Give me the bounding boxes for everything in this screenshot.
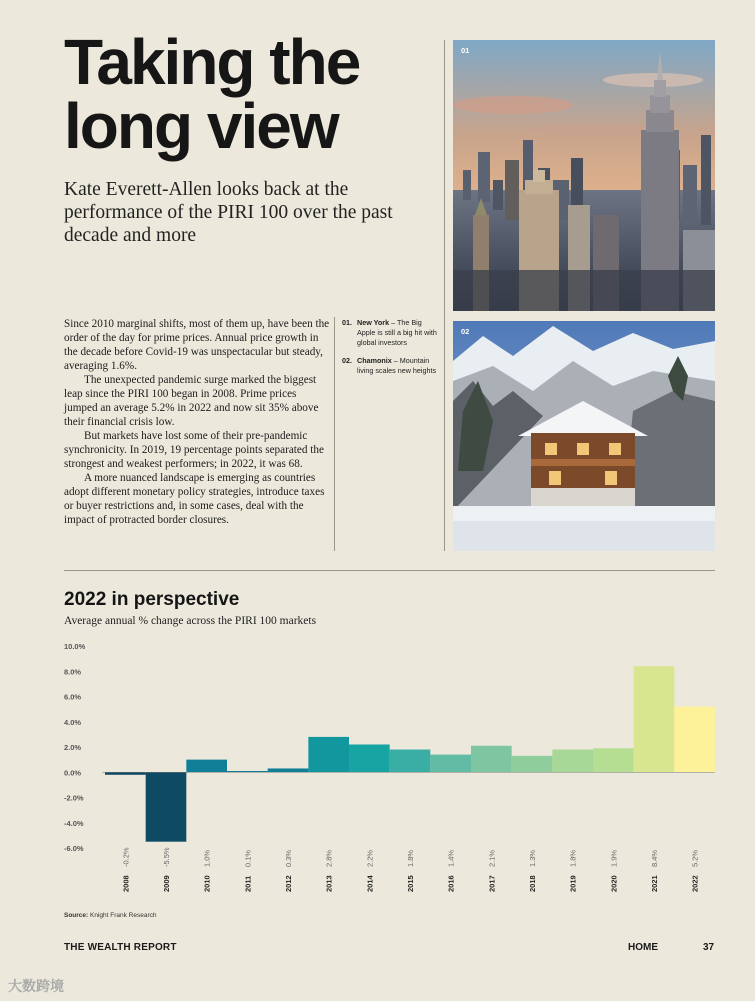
caption-text: – The Big Apple is still a big hit with global investors: [357, 318, 437, 347]
body-paragraph: Since 2010 marginal shifts, most of them up, have been the order of the day for prime prices. Annual price growth in the decade before Covid-19 was unspectacular but steady, averaging 1.6%.: [64, 318, 330, 372]
data-label: 2.2%: [365, 849, 375, 867]
source-text: Knight Frank Research: [88, 912, 157, 919]
bar-2015: [390, 750, 431, 773]
page-number: 37: [703, 942, 715, 953]
bar-2022: [674, 707, 715, 773]
bar-2020: [593, 748, 634, 772]
caption-text: – Mountain living scales new heights: [357, 356, 437, 375]
x-tick-label: 2010: [202, 875, 212, 892]
bar-2021: [634, 666, 675, 772]
data-label: 1.9%: [609, 849, 619, 867]
y-tick-label: 2.0%: [64, 743, 82, 752]
chart-source: [64, 912, 157, 919]
y-tick-label: -4.0%: [64, 818, 84, 828]
x-tick-label: 2019: [568, 875, 578, 892]
data-label: -0.2%: [121, 847, 131, 867]
x-tick-label: 2016: [446, 875, 456, 892]
data-label: 8.4%: [650, 849, 659, 867]
data-label: 1.0%: [202, 849, 212, 867]
article-subtitle: Kate Everett-Allen looks back at the performance of the PIRI 100 over the past decade and more: [64, 179, 393, 246]
data-label: 1.4%: [446, 849, 456, 867]
y-tick-label: -2.0%: [64, 793, 84, 803]
bar-2016: [430, 755, 471, 773]
photo-number-label: 01: [461, 46, 470, 55]
y-tick-label: 8.0%: [64, 667, 82, 677]
x-tick-label: 2018: [528, 875, 537, 892]
bar-2014: [349, 744, 390, 772]
y-tick-label: 6.0%: [64, 692, 82, 702]
data-label: 5.2%: [690, 849, 700, 867]
bar-2018: [512, 756, 553, 772]
bar-2009: [146, 772, 187, 841]
x-tick-label: 2022: [690, 875, 700, 892]
bar-2013: [308, 737, 349, 772]
x-tick-label: 2015: [406, 875, 415, 892]
data-label: 1.8%: [406, 849, 415, 867]
column-divider: [444, 40, 445, 551]
annual-change-bar-chart: [0, 630, 755, 905]
y-tick-label: 4.0%: [64, 717, 82, 727]
photo-number-label: 02: [461, 327, 470, 336]
chamonix-chalet-illustration: [453, 321, 715, 551]
caption-number: 01.: [342, 318, 352, 327]
y-tick-label: -6.0%: [64, 844, 84, 853]
bar-2017: [471, 746, 512, 773]
x-tick-label: 2014: [365, 875, 375, 892]
caption-new-york: [342, 318, 438, 348]
new-york-skyline-illustration: [453, 40, 715, 311]
x-tick-label: 2017: [487, 875, 497, 892]
body-paragraph: A more nuanced landscape is emerging as countries adopt different monetary policy strategies, introduce taxes or buyer restrictions and, in some cases, deal with the impact of protracted border closures.: [64, 472, 325, 526]
data-label: 2.1%: [487, 849, 497, 867]
x-tick-label: 2020: [609, 875, 619, 892]
photo-captions: [342, 318, 438, 384]
data-label: 2.8%: [324, 849, 334, 867]
x-tick-label: 2008: [121, 875, 131, 892]
caption-place: New York: [357, 318, 390, 327]
bar-2019: [552, 750, 593, 773]
chamonix-photo: [453, 321, 715, 551]
data-label: 0.1%: [243, 849, 253, 867]
caption-chamonix: [342, 356, 438, 376]
publication-name: THE WEALTH REPORT: [64, 942, 177, 953]
caption-number: 02.: [342, 356, 352, 365]
y-tick-label: 10.0%: [64, 642, 86, 651]
x-tick-label: 2021: [650, 875, 659, 892]
bar-2008: [105, 772, 146, 775]
caption-place: Chamonix: [357, 356, 392, 365]
article-title: Taking the long view: [64, 26, 360, 162]
home-link[interactable]: HOME: [628, 942, 658, 953]
x-tick-label: 2012: [284, 875, 293, 892]
x-tick-label: 2009: [162, 875, 171, 892]
x-tick-label: 2013: [324, 875, 334, 892]
watermark-logo: 大数跨境: [8, 978, 64, 994]
article-body: [64, 317, 330, 527]
section-divider: [64, 570, 715, 571]
source-label: Source:: [64, 912, 89, 919]
column-divider: [334, 317, 335, 551]
y-tick-label: 0.0%: [64, 768, 82, 778]
bar-2012: [268, 768, 309, 772]
data-label: 1.3%: [528, 849, 537, 867]
bar-2010: [186, 760, 227, 773]
new-york-photo: [453, 40, 715, 311]
data-label: -5.5%: [162, 847, 171, 867]
data-label: 0.3%: [284, 849, 293, 867]
data-label: 1.8%: [568, 849, 578, 867]
body-paragraph: The unexpected pandemic surge marked the biggest leap since the PIRI 100 began in 2008. Prime prices jumped an average 5.2% in 2022 and now sit 35% above their financial crisis low.: [64, 374, 319, 428]
chart-title: 2022 in perspective: [64, 589, 240, 610]
body-paragraph: But markets have lost some of their pre-pandemic synchronicity. In 2019, 19 percentage points separated the strongest and weakest performers; in 2022, it was 68.: [64, 430, 324, 470]
chart-subtitle: Average annual % change across the PIRI 100 markets: [64, 615, 317, 627]
x-tick-label: 2011: [243, 875, 253, 892]
